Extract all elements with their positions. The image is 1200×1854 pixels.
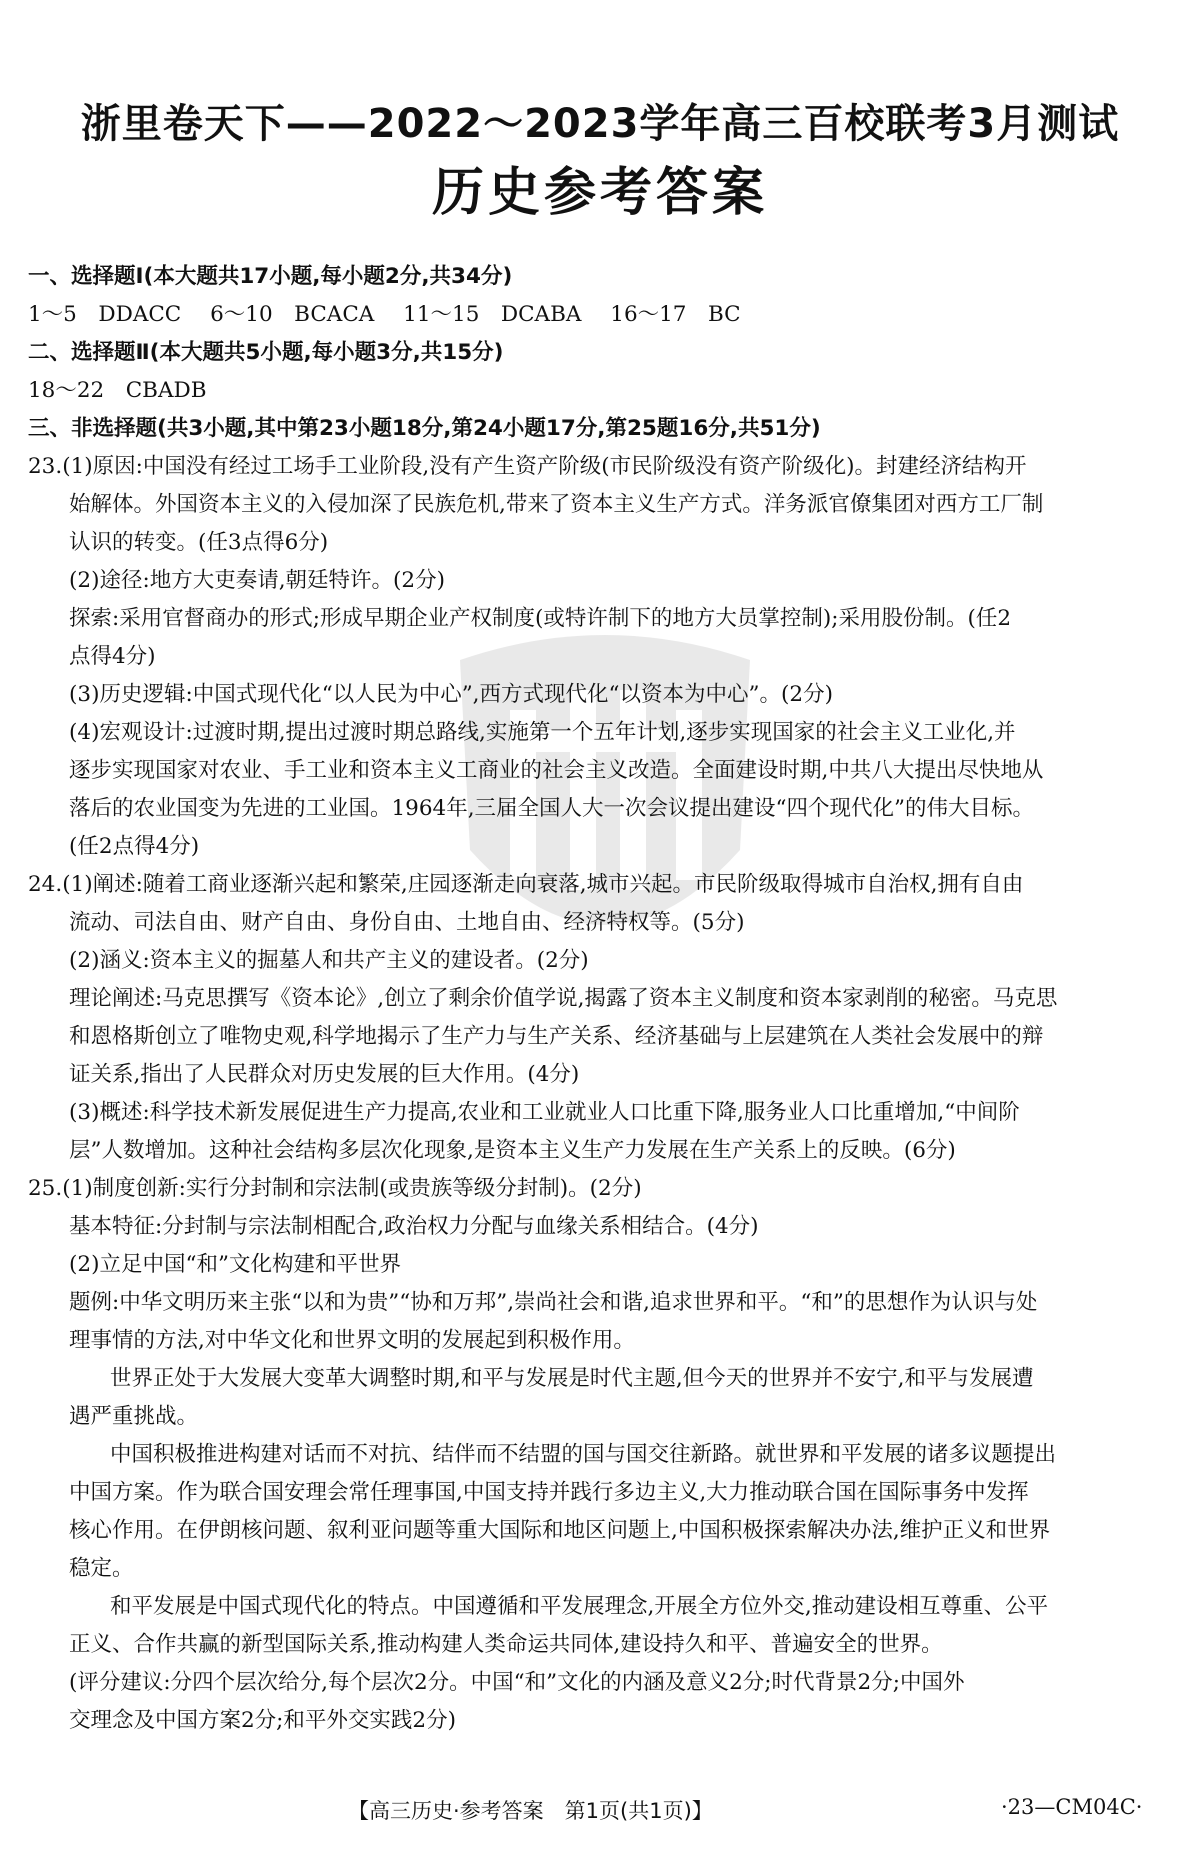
text-line: 稳定。 bbox=[69, 1556, 134, 1581]
text-line: 世界正处于大发展大变革大调整时期,和平与发展是时代主题,但今天的世界并不安宁,和平与发展遭 bbox=[110, 1366, 1034, 1391]
text-line: 层”人数增加。这种社会结构多层次化现象,是资本主义生产力发展在生产关系上的反映。(6分) bbox=[69, 1138, 956, 1163]
answer-row bbox=[28, 296, 1174, 334]
text-line: 中国方案。作为联合国安理会常任理事国,中国支持并践行多边主义,大力推动联合国在国际事务中发挥 bbox=[69, 1480, 1029, 1505]
text-line: (评分建议:分四个层次给分,每个层次2分。中国“和”文化的内涵及意义2分;时代背景2分;中国外 bbox=[69, 1670, 965, 1695]
text-line: 和恩格斯创立了唯物史观,科学地揭示了生产力与生产关系、经济基础与上层建筑在人类社会发展中的辩 bbox=[69, 1024, 1044, 1049]
section-heading: 三、非选择题(共3小题,其中第23小题18分,第24小题17分,第25题16分,共51分) bbox=[28, 416, 821, 441]
text-line: (3)历史逻辑:中国式现代化“以人民为中心”,西方式现代化“以资本为中心”。(2分) bbox=[69, 682, 833, 707]
text-line: 探索:采用官督商办的形式;形成早期企业产权制度(或特许制下的地方大员掌控制);采用股份制。(任2 bbox=[69, 606, 1012, 631]
text-line: (2)途径:地方大吏奏请,朝廷特许。(2分) bbox=[69, 568, 445, 593]
answer-group: 1～5 DDACC bbox=[28, 302, 182, 327]
text-line: 核心作用。在伊朗核问题、叙利亚问题等重大国际和地区问题上,中国积极探索解决办法,维护正义和世界 bbox=[69, 1518, 1051, 1543]
text-line: 基本特征:分封制与宗法制相配合,政治权力分配与血缘关系相结合。(4分) bbox=[69, 1214, 759, 1239]
page-title: 浙里卷天下——2022～2023学年高三百校联考3月测试 bbox=[80, 101, 1120, 147]
answer-group: 6～10 BCACA bbox=[210, 302, 375, 327]
text-line: 点得4分) bbox=[69, 644, 156, 669]
text-line: (4)宏观设计:过渡时期,提出过渡时期总路线,实施第一个五年计划,逐步实现国家的社会主义工业化,并 bbox=[69, 720, 1016, 745]
text-line: 始解体。外国资本主义的入侵加深了民族危机,带来了资本主义生产方式。洋务派官僚集团对西方工厂制 bbox=[69, 492, 1044, 517]
text-line: (3)概述:科学技术新发展促进生产力提高,农业和工业就业人口比重下降,服务业人口比重增加,“中间阶 bbox=[69, 1100, 1020, 1125]
page-subtitle: 历史参考答案 bbox=[431, 163, 768, 223]
text-line: 中国积极推进构建对话而不对抗、结伴而不结盟的国与国交往新路。就世界和平发展的诸多议题提出 bbox=[110, 1442, 1057, 1467]
answer-content bbox=[28, 258, 1174, 1740]
page-footer bbox=[0, 1795, 1200, 1835]
footer-doc-code: ·23—CM04C· bbox=[1001, 1795, 1143, 1819]
footer-page-label: 【高三历史·参考答案 第1页(共1页)】 bbox=[348, 1799, 713, 1823]
text-line: 25.(1)制度创新:实行分封制和宗法制(或贵族等级分封制)。(2分) bbox=[28, 1176, 642, 1201]
text-line: 题例:中华文明历来主张“以和为贵”“协和万邦”,崇尚社会和谐,追求世界和平。“和”的思想作为认识与处 bbox=[69, 1290, 1038, 1315]
text-line: (任2点得4分) bbox=[69, 834, 200, 859]
text-line: 落后的农业国变为先进的工业国。1964年,三届全国人大一次会议提出建设“四个现代化”的伟大目标。 bbox=[69, 796, 1035, 821]
text-line: 认识的转变。(任3点得6分) bbox=[69, 530, 329, 555]
text-line: 24.(1)阐述:随着工商业逐渐兴起和繁荣,庄园逐渐走向衰落,城市兴起。市民阶级取得城市自治权,拥有自由 bbox=[28, 872, 1024, 897]
text-line: 正义、合作共赢的新型国际关系,推动构建人类命运共同体,建设持久和平、普遍安全的世界。 bbox=[69, 1632, 943, 1657]
text-line: 理论阐述:马克思撰写《资本论》,创立了剩余价值学说,揭露了资本主义制度和资本家剥削的秘密。马克思 bbox=[69, 986, 1058, 1011]
text-line: 证关系,指出了人民群众对历史发展的巨大作用。(4分) bbox=[69, 1062, 580, 1087]
text-line: 遇严重挑战。 bbox=[69, 1404, 199, 1429]
text-line: 理事情的方法,对中华文化和世界文明的发展起到积极作用。 bbox=[69, 1328, 635, 1353]
text-line: (2)立足中国“和”文化构建和平世界 bbox=[69, 1252, 401, 1277]
text-line: 逐步实现国家对农业、手工业和资本主义工商业的社会主义改造。全面建设时期,中共八大提出尽快地从 bbox=[69, 758, 1044, 783]
section-heading: 二、选择题Ⅱ(本大题共5小题,每小题3分,共15分) bbox=[28, 340, 504, 365]
section-heading: 一、选择题Ⅰ(本大题共17小题,每小题2分,共34分) bbox=[28, 264, 513, 289]
answer-group: 16～17 BC bbox=[610, 302, 741, 327]
text-line: 和平发展是中国式现代化的特点。中国遵循和平发展理念,开展全方位外交,推动建设相互尊重、公平 bbox=[110, 1594, 1049, 1619]
text-line: 交理念及中国方案2分;和平外交实践2分) bbox=[69, 1708, 456, 1733]
text-line: (2)涵义:资本主义的掘墓人和共产主义的建设者。(2分) bbox=[69, 948, 589, 973]
answer-row bbox=[28, 372, 1174, 410]
answer-group: 18～22 CBADB bbox=[28, 378, 207, 403]
text-line: 流动、司法自由、财产自由、身份自由、土地自由、经济特权等。(5分) bbox=[69, 910, 745, 935]
text-line: 23.(1)原因:中国没有经过工场手工业阶段,没有产生资产阶级(市民阶级没有资产阶级化)。封建经济结构开 bbox=[28, 454, 1027, 479]
answer-group: 11～15 DCABA bbox=[403, 302, 582, 327]
